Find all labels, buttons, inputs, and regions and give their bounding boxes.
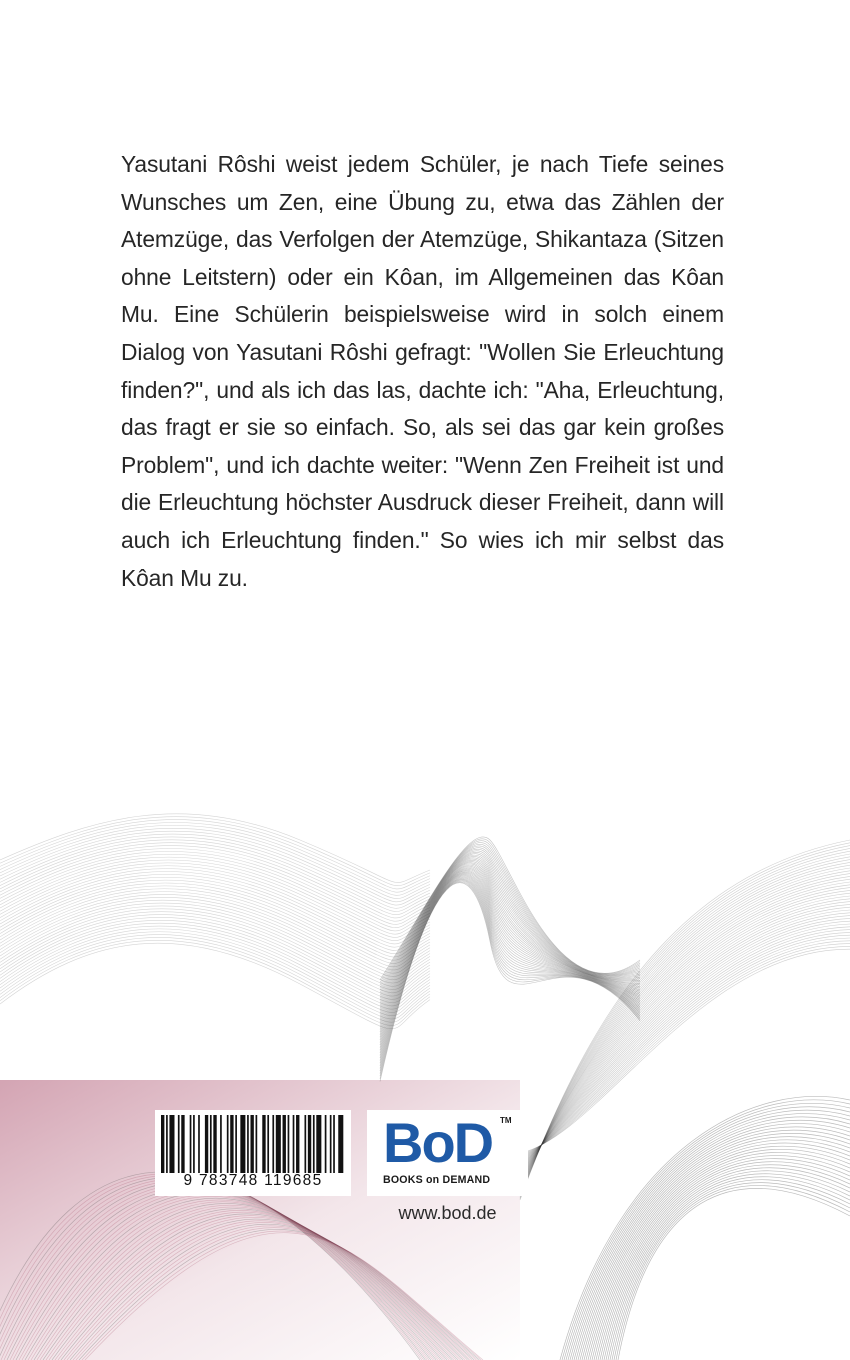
- logo-letter-o: o: [421, 1111, 454, 1174]
- barcode: [155, 1110, 351, 1196]
- trademark-mark: TM: [500, 1116, 512, 1125]
- publisher-logo: [367, 1110, 528, 1196]
- blurb-text: Yasutani Rôshi weist jedem Schüler, je nach Tiefe seines Wunsches um Zen, eine Übung zu, etwa das Zählen der Atemzüge, das Verfolgen der Atemzüge, Shikantaza (Sitzen ohne Leitstern) oder ein Kôan, im Allgemeinen das Kôan Mu. Eine Schülerin beispielsweise wird in solch einem Dialog von Yasutani Rôshi gefragt: "Wollen Sie Erleuchtung finden?", und als ich das las, dachte ich: "Aha, Erleuchtung, das fragt er sie so einfach. So, als sei das gar kein großes Problem", und ich dachte weiter: "Wenn Zen Freiheit ist und die Erleuchtung höchster Ausdruck dieser Freiheit, dann will auch ich Erleuchtung finden." So wies ich mir selbst das Kôan Mu zu.: [121, 151, 724, 591]
- logo-mark: [383, 1112, 492, 1174]
- logo-subtitle: BOOKS on DEMAND: [383, 1174, 491, 1186]
- publisher-url[interactable]: www.bod.de: [398, 1203, 497, 1223]
- logo-letter-b: B: [383, 1111, 422, 1174]
- barcode-digits: 9 783748 119685: [183, 1172, 323, 1189]
- logo-letter-d: D: [453, 1111, 493, 1174]
- wave-art-background: [0, 780, 850, 1360]
- barcode-icon: [161, 1115, 345, 1173]
